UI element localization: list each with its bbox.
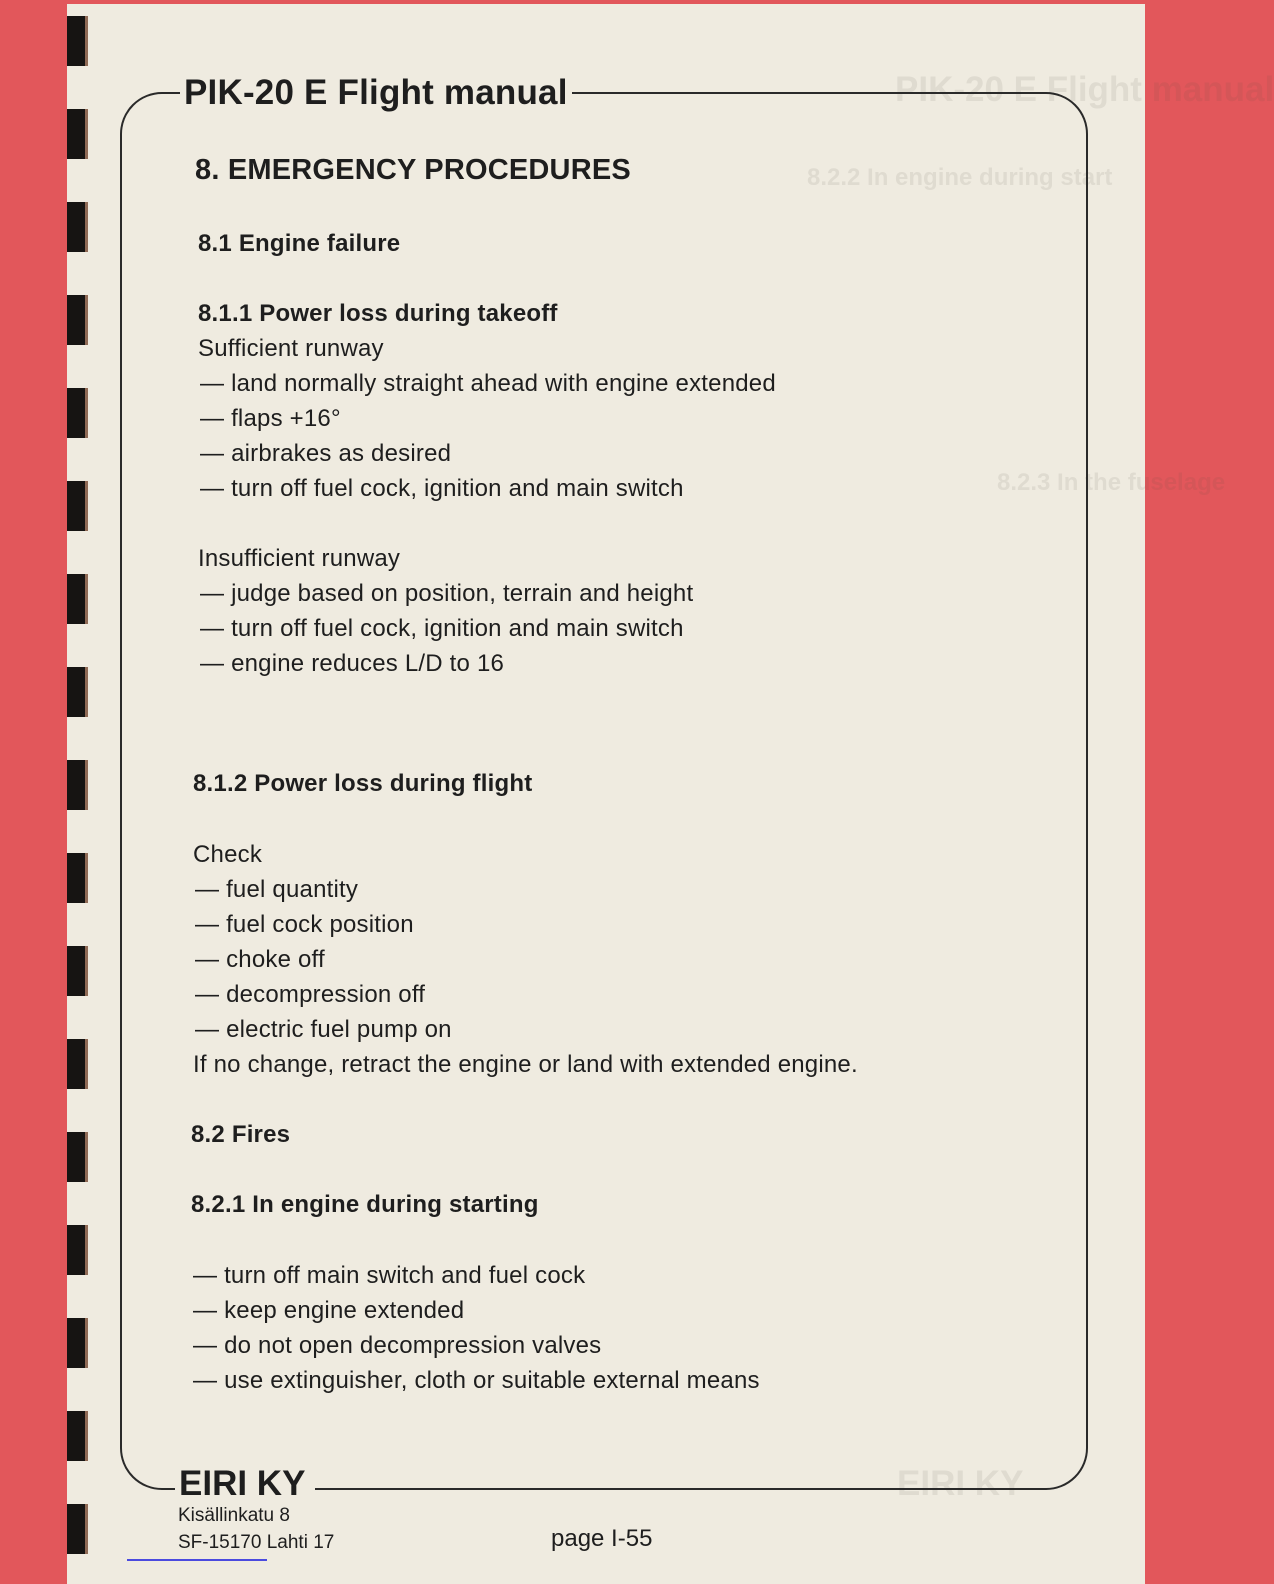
list-item: — land normally straight ahead with engine extended [200,370,776,397]
insufficient-runway-label: Insufficient runway [198,545,401,572]
list-item: — turn off fuel cock, ignition and main switch [200,475,684,502]
list-item: — engine reduces L/D to 16 [200,650,505,677]
subsection-heading-fires: 8.2 Fires [191,1121,291,1148]
list-item: — keep engine extended [193,1297,465,1324]
flight-note: If no change, retract the engine or land with extended engine. [193,1051,858,1078]
check-label: Check [193,841,263,868]
list-item: — choke off [195,946,325,973]
subsection-heading-flight: 8.1.2 Power loss during flight [193,770,533,797]
list-item: — fuel cock position [195,911,414,938]
list-item: — judge based on position, terrain and height [200,580,694,607]
list-item: — turn off main switch and fuel cock [193,1262,586,1289]
list-item: — electric fuel pump on [195,1016,452,1043]
list-item: — turn off fuel cock, ignition and main switch [200,615,684,642]
address-city: SF-15170 Lahti 17 [178,1532,335,1553]
subsection-heading-engine-failure: 8.1 Engine failure [198,230,401,257]
section-heading: 8. EMERGENCY PROCEDURES [195,154,631,186]
subsection-heading-takeoff: 8.1.1 Power loss during takeoff [198,300,558,327]
page-number: page I-55 [551,1525,653,1552]
manual-title: PIK-20 E Flight manual [180,70,572,116]
scan-mark [127,1559,267,1561]
list-item: — flaps +16° [200,405,341,432]
page-content [67,4,1274,1584]
address-street: Kisällinkatu 8 [178,1505,290,1526]
show-through-text: PIK-20 E Flight manual 8.2.2 In engine during start 8.2.3 In the fuselage EIRI KY [807,70,1274,1503]
list-item: — do not open decompression valves [193,1332,602,1359]
list-item: — airbrakes as desired [200,440,452,467]
company-name: EIRI KY [175,1462,315,1506]
list-item: — decompression off [195,981,426,1008]
list-item: — fuel quantity [195,876,359,903]
sufficient-runway-label: Sufficient runway [198,335,384,362]
list-item: — use extinguisher, cloth or suitable external means [193,1367,760,1394]
document-page [67,4,1274,1584]
subsection-heading-starting-fire: 8.2.1 In engine during starting [191,1191,539,1218]
